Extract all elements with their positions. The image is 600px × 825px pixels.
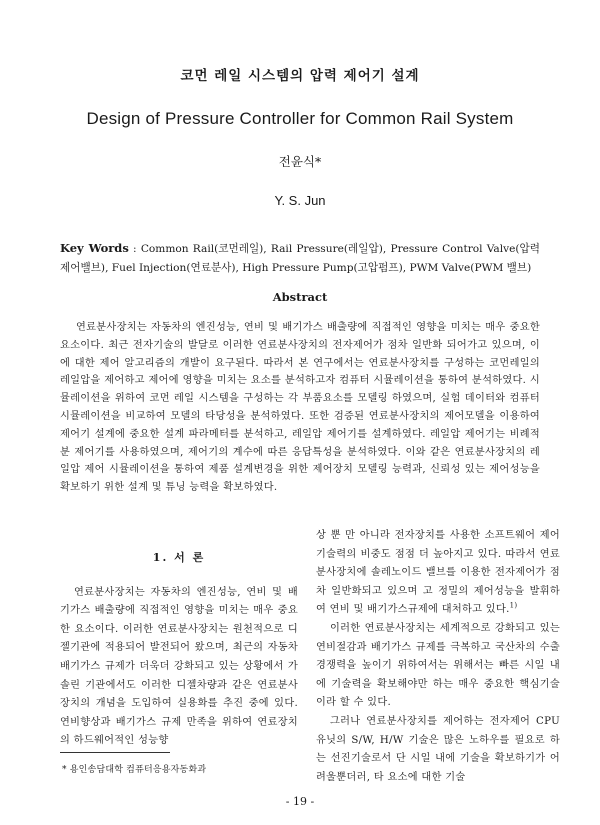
korean-title: 코먼 레일 시스템의 압력 제어기 설계 [180,68,420,84]
footnote-divider [60,752,170,753]
keywords-label: Key Words [60,241,129,255]
keywords-text: Common Rail(코먼레일), Rail Pressure(레일압), Pressure Control Valve(압력제어밸브), Fuel Injection(연료분사), High Pressure Pump(고압펌프), PWM Valve(PWM 밸브) [60,243,540,274]
author-korean: 전윤식* [278,154,322,169]
intro-paragraph-4: 그러나 연료분사장치를 제어하는 전자제어 CPU 유닛의 S/W, H/W 기술은 많은 노하우를 필요로 하는 선진기술로서 단 시일 내에 기술을 확보하기가 어려울뿐더러, 타 요소에 대한 기술 [316,715,560,783]
author-english: Y. S. Jun [274,193,326,208]
intro-paragraph-2 [316,527,560,620]
intro-paragraph-1: 연료분사장치는 자동차의 엔진성능, 연비 및 배기가스 배출량에 직접적인 영향을 미치는 매우 중요한 요소이다. 이러한 연료분사장치는 원천적으로 디젤기관에 적용되어 발전되어 왔으며, 최근의 자동차 배기가스 규제가 더욱더 강화되고 있는 상황에서 가솔린 기관에서도 이러한 디젤차량과 같은 연료분사장치의 개념을 도입하여 실용화를 추진 중에 있다. 연비향상과 배기가스 규제 만족을 위하여 연료장치의 하드웨어적인 성능향 [60,586,298,747]
intro-paragraph-3: 이러한 연료분사장치는 세계적으로 강화되고 있는 연비절감과 배기가스 규제를 극복하고 국산차의 수출 경쟁력을 높이기 위하여서는 위해서는 빠른 시일 내에 기술력을 확보해야만 하는 매우 중요한 핵심기술이라 할 수 있다. [316,622,560,709]
keywords-block [60,239,540,278]
abstract-heading: Abstract [272,290,328,304]
section-heading-introduction: 1. 서 론 [152,551,206,564]
keywords-separator: : [128,243,141,255]
abstract-body: 연료분사장치는 자동차의 엔진성능, 연비 및 배기가스 배출량에 직접적인 영향을 미치는 매우 중요한 요소이다. 최근 전자기술의 발달로 이러한 연료분사장치의 전자제어가 점차 일반화 되어가고 있으며, 이에 대한 제어 알고리즘의 개발이 요구된다. 따라서 본 연구에서는 연료분사장치를 구성하는 코먼레일의 레일압을 제어하고 제어에 영향을 미치는 요소를 분석하고자 컴퓨터 시뮬레이션을 통하여 분석하였다. 시뮬레이션을 위하여 코먼 레일 시스템을 구성하는 각 부품요소를 모델링 하였으며, 실험 데이터와 컴퓨터 시뮬레이션을 비교하여 모델의 타당성을 분석하였다. 또한 검증된 연료분사장치의 제어모델을 이용하여 제어기 설계에 중요한 설계 파라메터를 분석하고, 레일압 제어기를 설계하였다. 레일압 제어기는 비례적분 제어기를 사용하였으며, 제어기의 계수에 따른 응답특성을 분석하였다. 이와 같은 연료분사장치의 레일압 제어 시뮬레이션을 통하여 제품 설계변경을 위한 제어장치 모델링 능력과, 신뢰성 있는 제어성능을 확보하기 위한 설계 및 튜닝 능력을 확보하였다. [60,322,540,494]
intro-paragraph-2-text: 상 뿐 만 아니라 전자장치를 사용한 소프트웨어 제어기술력의 비중도 점점 더 높아지고 있다. 따라서 연료분사장치에 솔레노이드 밸브를 이용한 전자제어가 점차 일반화되고 있으며 고 정밀의 제어성능을 발휘하여 연비 및 배기가스규제에 대처하고 있다. [316,530,560,616]
author-affiliation-footnote: * 용인송담대학 컴퓨터응용자동화과 [62,765,207,775]
citation-superscript: 1) [509,601,518,610]
left-column [60,527,298,751]
page-number: - 19 - [285,795,315,808]
right-column [316,527,560,787]
english-title: Design of Pressure Controller for Common Rail System [86,109,514,128]
